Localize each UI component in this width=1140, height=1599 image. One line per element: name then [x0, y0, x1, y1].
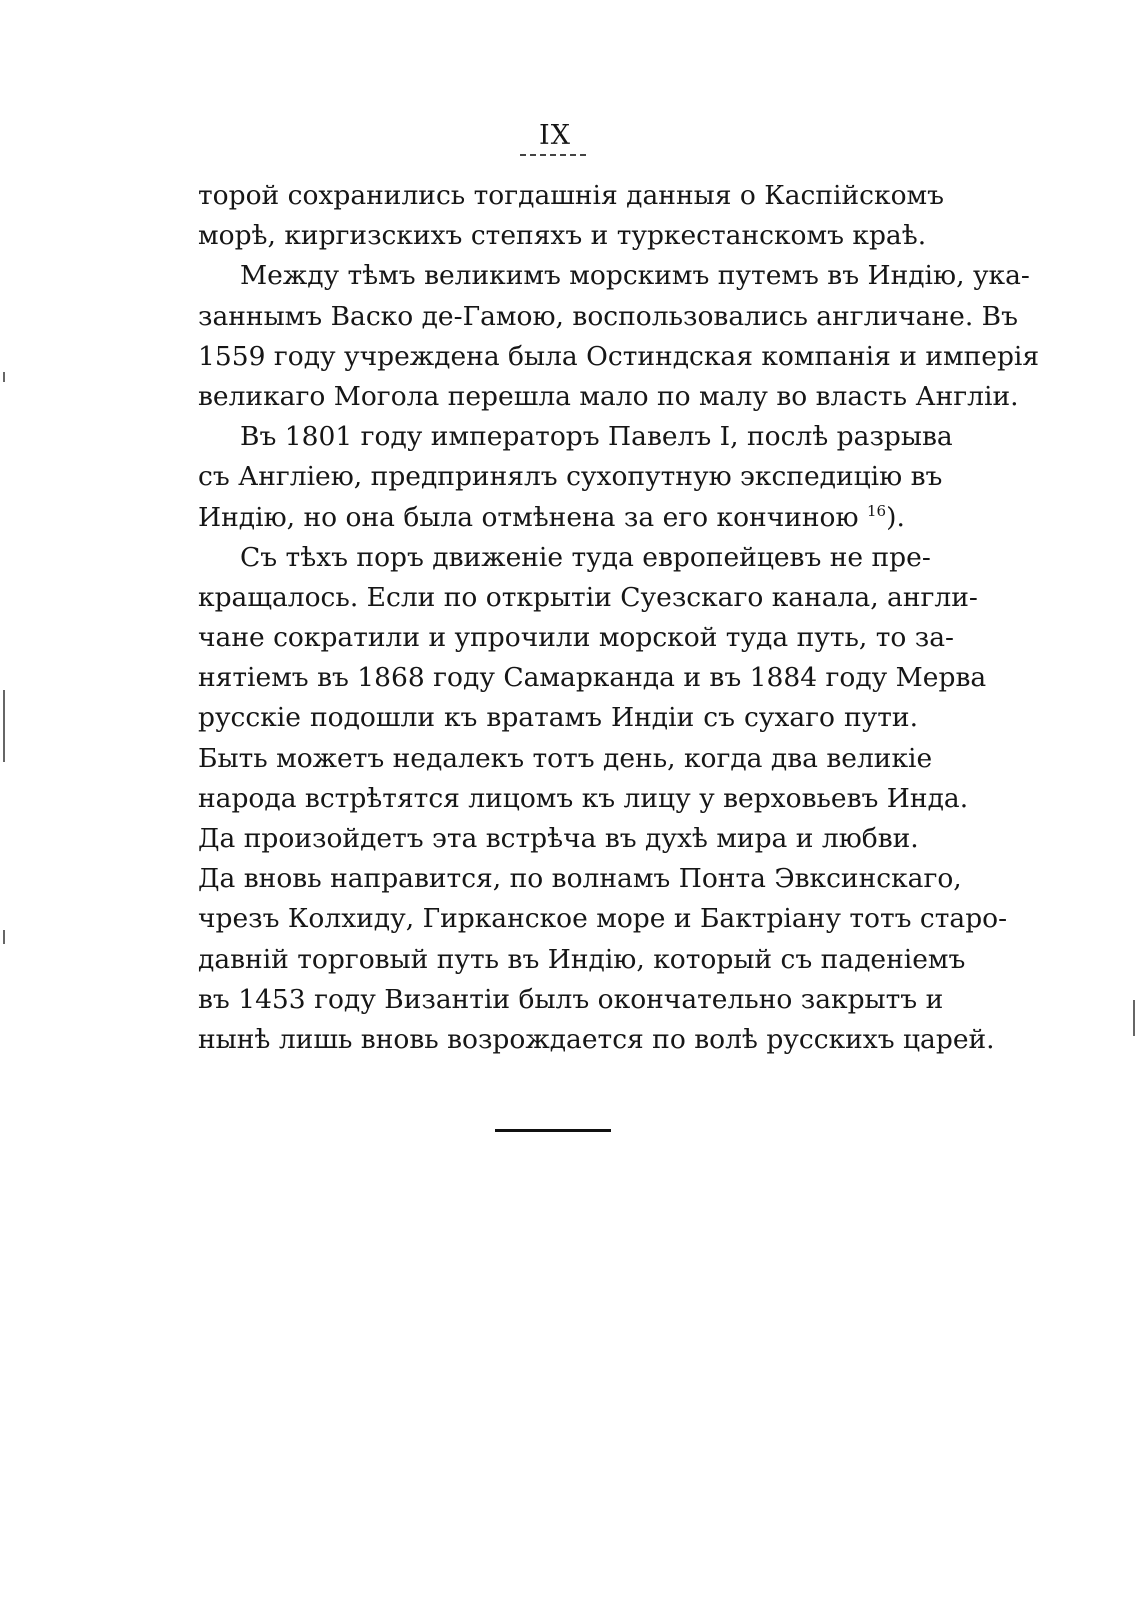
page-number-underline	[520, 154, 586, 156]
text-line-8: съ Англіею, предпринялъ сухопутную экспедицію въ	[198, 461, 943, 493]
text-line-15: Быть можетъ недалекъ тотъ день, когда два великіе	[198, 742, 933, 774]
scan-mark-left-1	[3, 372, 5, 382]
text-line-7: Въ 1801 году императоръ Павелъ I, послѣ разрыва	[240, 421, 953, 453]
text-line-19: чрезъ Колхиду, Гирканское море и Бактріану тотъ старо-	[198, 903, 1008, 935]
text-line-21: въ 1453 году Византіи былъ окончательно закрытъ и	[198, 983, 944, 1015]
text-line-17: Да произойдетъ эта встрѣча въ духѣ мира и любви.	[198, 823, 919, 854]
text-line-13: нятіемъ въ 1868 году Самарканда и въ 1884 году Мерва	[198, 662, 987, 694]
text-line-9-body: Индію, но она была отмѣнена за его кончиною	[198, 501, 859, 533]
end-rule	[495, 1129, 611, 1132]
scan-mark-left-3	[3, 930, 5, 944]
text-line-10: Съ тѣхъ поръ движеніе туда европейцевъ не пре-	[240, 541, 931, 573]
page-number: IX	[539, 120, 571, 151]
footnote-reference: 16	[867, 501, 887, 520]
text-line-1: торой сохранились тогдашнія данныя о Каспійскомъ	[198, 180, 944, 211]
text-line-3: Между тѣмъ великимъ морскимъ путемъ въ Индію, ука-	[240, 260, 1030, 292]
footnote-close: ).	[886, 501, 905, 533]
text-line-4: заннымъ Васко де-Гамою, воспользовались англичане. Въ	[198, 300, 1018, 332]
text-line-9	[198, 498, 918, 538]
text-line-20: давній торговый путь въ Индію, который съ паденіемъ	[198, 943, 966, 975]
scan-mark-right-1	[1133, 1000, 1135, 1036]
body-text	[198, 176, 1040, 1060]
text-line-2: морѣ, киргизскихъ степяхъ и туркестанскомъ краѣ.	[198, 220, 927, 252]
text-line-18: Да вновь направится, по волнамъ Понта Эвксинскаго,	[198, 863, 962, 895]
text-line-12: чане сократили и упрочили морской туда путь, то за-	[198, 622, 955, 654]
text-line-22: нынѣ лишь вновь возрождается по волѣ русскихъ царей.	[198, 1023, 995, 1055]
text-line-16: народа встрѣтятся лицомъ къ лицу у верховьевъ Инда.	[198, 782, 969, 814]
text-line-14: русскіе подошли къ вратамъ Индіи съ сухаго пути.	[198, 702, 918, 734]
scan-mark-left-2	[3, 690, 5, 762]
text-line-6: великаго Могола перешла мало по малу во власть Англіи.	[198, 380, 1019, 412]
text-line-11: кращалось. Если по открытіи Суезскаго канала, англи-	[198, 581, 978, 613]
text-line-5: 1559 году учреждена была Остиндская компанія и имперія	[198, 340, 1040, 372]
